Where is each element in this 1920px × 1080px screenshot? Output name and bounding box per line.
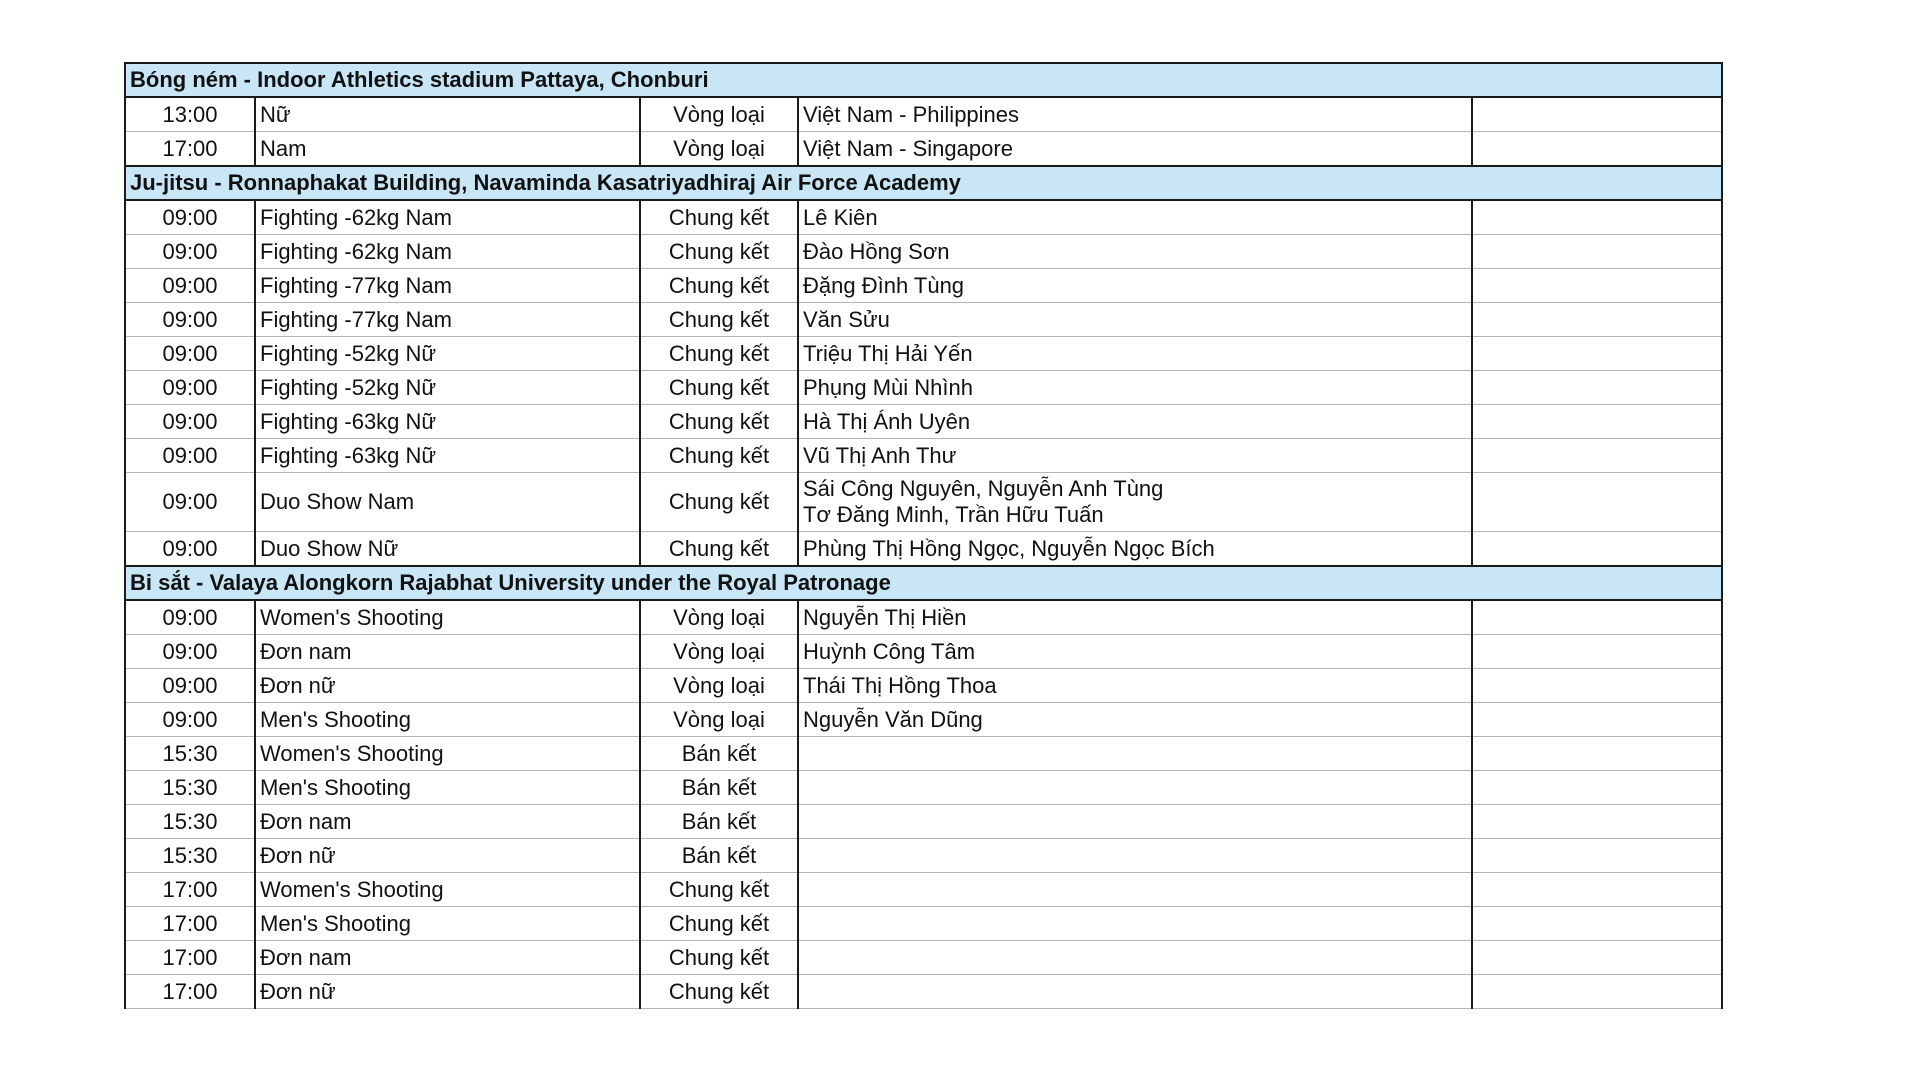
round-cell: Chung kết bbox=[640, 941, 798, 975]
athletes-cell bbox=[798, 97, 1472, 132]
empty-cell bbox=[1472, 873, 1722, 907]
round-cell: Vòng loại bbox=[640, 703, 798, 737]
empty-cell bbox=[1472, 975, 1722, 1009]
athletes-cell bbox=[798, 473, 1472, 532]
time-cell: 09:00 bbox=[125, 303, 255, 337]
schedule-row bbox=[125, 269, 1722, 303]
time-cell: 15:30 bbox=[125, 839, 255, 873]
athletes-cell bbox=[798, 132, 1472, 167]
round-cell: Chung kết bbox=[640, 439, 798, 473]
event-cell: Men's Shooting bbox=[255, 907, 640, 941]
athletes-cell bbox=[798, 405, 1472, 439]
round-cell: Chung kết bbox=[640, 235, 798, 269]
schedule-row bbox=[125, 941, 1722, 975]
schedule-row bbox=[125, 97, 1722, 132]
round-cell: Vòng loại bbox=[640, 669, 798, 703]
schedule-row bbox=[125, 703, 1722, 737]
schedule-row bbox=[125, 873, 1722, 907]
round-cell: Chung kết bbox=[640, 269, 798, 303]
schedule-row bbox=[125, 635, 1722, 669]
round-cell: Chung kết bbox=[640, 473, 798, 532]
round-cell: Vòng loại bbox=[640, 132, 798, 167]
empty-cell bbox=[1472, 669, 1722, 703]
schedule-body bbox=[125, 63, 1722, 1009]
athletes-cell bbox=[798, 532, 1472, 567]
round-cell: Chung kết bbox=[640, 200, 798, 235]
round-cell: Vòng loại bbox=[640, 635, 798, 669]
empty-cell bbox=[1472, 200, 1722, 235]
schedule-row bbox=[125, 371, 1722, 405]
athletes-cell bbox=[798, 669, 1472, 703]
schedule-row bbox=[125, 805, 1722, 839]
round-cell: Chung kết bbox=[640, 371, 798, 405]
empty-cell bbox=[1472, 737, 1722, 771]
time-cell: 09:00 bbox=[125, 532, 255, 567]
schedule-row bbox=[125, 405, 1722, 439]
round-cell: Chung kết bbox=[640, 303, 798, 337]
athletes-cell bbox=[798, 873, 1472, 907]
schedule-row bbox=[125, 600, 1722, 635]
time-cell: 17:00 bbox=[125, 941, 255, 975]
schedule-row bbox=[125, 771, 1722, 805]
schedule-row bbox=[125, 200, 1722, 235]
section-header-row bbox=[125, 166, 1722, 200]
event-cell: Women's Shooting bbox=[255, 873, 640, 907]
empty-cell bbox=[1472, 941, 1722, 975]
event-cell: Fighting -63kg Nữ bbox=[255, 439, 640, 473]
athletes-cell bbox=[798, 635, 1472, 669]
athletes-cell bbox=[798, 703, 1472, 737]
section-title: Bi sắt - Valaya Alongkorn Rajabhat University under the Royal Patronage bbox=[125, 566, 1722, 600]
event-cell: Đơn nam bbox=[255, 805, 640, 839]
time-cell: 09:00 bbox=[125, 635, 255, 669]
round-cell: Bán kết bbox=[640, 805, 798, 839]
athlete-name: Việt Nam - Philippines bbox=[803, 101, 1020, 127]
schedule-row bbox=[125, 473, 1722, 532]
event-cell: Men's Shooting bbox=[255, 771, 640, 805]
athletes-cell bbox=[798, 371, 1472, 405]
event-cell: Duo Show Nam bbox=[255, 473, 640, 532]
event-cell: Men's Shooting bbox=[255, 703, 640, 737]
event-cell: Fighting -52kg Nữ bbox=[255, 337, 640, 371]
round-cell: Chung kết bbox=[640, 337, 798, 371]
athletes-cell bbox=[798, 200, 1472, 235]
athletes-cell bbox=[798, 975, 1472, 1009]
athletes-cell bbox=[798, 303, 1472, 337]
athletes-cell bbox=[798, 839, 1472, 873]
schedule-row bbox=[125, 907, 1722, 941]
athlete-name: Vũ Thị Anh Thư bbox=[803, 442, 957, 468]
empty-cell bbox=[1472, 303, 1722, 337]
athletes-cell bbox=[798, 805, 1472, 839]
section-title: Ju-jitsu - Ronnaphakat Building, Navaminda Kasatriyadhiraj Air Force Academy bbox=[125, 166, 1722, 200]
athlete-name: Hà Thị Ánh Uyên bbox=[803, 408, 971, 434]
event-cell: Đơn nữ bbox=[255, 839, 640, 873]
empty-cell bbox=[1472, 805, 1722, 839]
athlete-name: Sái Công Nguyên, Nguyễn Anh Tùng bbox=[803, 476, 1164, 501]
athlete-name: Phụng Mùi Nhình bbox=[803, 374, 973, 400]
time-cell: 09:00 bbox=[125, 269, 255, 303]
empty-cell bbox=[1472, 532, 1722, 567]
time-cell: 09:00 bbox=[125, 371, 255, 405]
round-cell: Bán kết bbox=[640, 737, 798, 771]
round-cell: Vòng loại bbox=[640, 600, 798, 635]
schedule-row bbox=[125, 303, 1722, 337]
round-cell: Chung kết bbox=[640, 532, 798, 567]
section-title: Bóng ném - Indoor Athletics stadium Pattaya, Chonburi bbox=[125, 63, 1722, 97]
athlete-name: Phùng Thị Hồng Ngọc, Nguyễn Ngọc Bích bbox=[803, 535, 1215, 561]
event-cell: Fighting -62kg Nam bbox=[255, 200, 640, 235]
athlete-name: Đặng Đình Tùng bbox=[803, 272, 965, 298]
event-cell: Fighting -52kg Nữ bbox=[255, 371, 640, 405]
event-cell: Đơn nữ bbox=[255, 975, 640, 1009]
athlete-name: Tơ Đăng Minh, Trần Hữu Tuấn bbox=[803, 502, 1104, 527]
empty-cell bbox=[1472, 235, 1722, 269]
time-cell: 15:30 bbox=[125, 805, 255, 839]
athletes-cell bbox=[798, 439, 1472, 473]
empty-cell bbox=[1472, 439, 1722, 473]
round-cell: Chung kết bbox=[640, 907, 798, 941]
event-cell: Đơn nam bbox=[255, 635, 640, 669]
time-cell: 13:00 bbox=[125, 97, 255, 132]
athletes-cell bbox=[798, 907, 1472, 941]
schedule-row bbox=[125, 439, 1722, 473]
time-cell: 17:00 bbox=[125, 975, 255, 1009]
event-cell: Fighting -63kg Nữ bbox=[255, 405, 640, 439]
section-header-row bbox=[125, 566, 1722, 600]
athletes-cell bbox=[798, 600, 1472, 635]
time-cell: 15:30 bbox=[125, 737, 255, 771]
athlete-name: Huỳnh Công Tâm bbox=[803, 638, 976, 664]
event-cell: Women's Shooting bbox=[255, 737, 640, 771]
athlete-name: Thái Thị Hồng Thoa bbox=[803, 672, 997, 698]
athlete-name: Triệu Thị Hải Yến bbox=[803, 340, 973, 366]
schedule-row bbox=[125, 337, 1722, 371]
empty-cell bbox=[1472, 337, 1722, 371]
event-cell: Duo Show Nữ bbox=[255, 532, 640, 567]
athletes-cell bbox=[798, 771, 1472, 805]
empty-cell bbox=[1472, 473, 1722, 532]
round-cell: Vòng loại bbox=[640, 97, 798, 132]
athlete-name: Đào Hồng Sơn bbox=[803, 238, 950, 264]
time-cell: 09:00 bbox=[125, 200, 255, 235]
athlete-name: Văn Sửu bbox=[803, 306, 890, 332]
empty-cell bbox=[1472, 405, 1722, 439]
empty-cell bbox=[1472, 269, 1722, 303]
time-cell: 09:00 bbox=[125, 405, 255, 439]
schedule-row bbox=[125, 975, 1722, 1009]
event-cell: Fighting -62kg Nam bbox=[255, 235, 640, 269]
athletes-cell bbox=[798, 337, 1472, 371]
time-cell: 09:00 bbox=[125, 235, 255, 269]
athletes-cell bbox=[798, 269, 1472, 303]
round-cell: Chung kết bbox=[640, 975, 798, 1009]
empty-cell bbox=[1472, 635, 1722, 669]
schedule-row bbox=[125, 839, 1722, 873]
event-cell: Nam bbox=[255, 132, 640, 167]
time-cell: 17:00 bbox=[125, 907, 255, 941]
time-cell: 15:30 bbox=[125, 771, 255, 805]
athletes-cell bbox=[798, 941, 1472, 975]
schedule-row bbox=[125, 737, 1722, 771]
athletes-cell bbox=[798, 737, 1472, 771]
athlete-name: Việt Nam - Singapore bbox=[803, 135, 1013, 161]
time-cell: 09:00 bbox=[125, 337, 255, 371]
time-cell: 17:00 bbox=[125, 873, 255, 907]
round-cell: Bán kết bbox=[640, 771, 798, 805]
athlete-name: Lê Kiên bbox=[803, 204, 878, 230]
time-cell: 09:00 bbox=[125, 439, 255, 473]
athlete-name: Nguyễn Thị Hiền bbox=[803, 604, 967, 630]
schedule-row bbox=[125, 669, 1722, 703]
round-cell: Chung kết bbox=[640, 405, 798, 439]
empty-cell bbox=[1472, 371, 1722, 405]
empty-cell bbox=[1472, 97, 1722, 132]
schedule-row bbox=[125, 235, 1722, 269]
section-header-row bbox=[125, 63, 1722, 97]
event-cell: Fighting -77kg Nam bbox=[255, 303, 640, 337]
athletes-cell bbox=[798, 235, 1472, 269]
empty-cell bbox=[1472, 839, 1722, 873]
athlete-name: Nguyễn Văn Dũng bbox=[803, 706, 983, 732]
time-cell: 09:00 bbox=[125, 600, 255, 635]
schedule-table bbox=[124, 62, 1723, 1009]
event-cell: Nữ bbox=[255, 97, 640, 132]
time-cell: 17:00 bbox=[125, 132, 255, 167]
time-cell: 09:00 bbox=[125, 473, 255, 532]
schedule-row bbox=[125, 132, 1722, 167]
event-cell: Đơn nữ bbox=[255, 669, 640, 703]
event-cell: Đơn nam bbox=[255, 941, 640, 975]
empty-cell bbox=[1472, 771, 1722, 805]
empty-cell bbox=[1472, 703, 1722, 737]
empty-cell bbox=[1472, 907, 1722, 941]
round-cell: Chung kết bbox=[640, 873, 798, 907]
empty-cell bbox=[1472, 600, 1722, 635]
round-cell: Bán kết bbox=[640, 839, 798, 873]
time-cell: 09:00 bbox=[125, 669, 255, 703]
event-cell: Fighting -77kg Nam bbox=[255, 269, 640, 303]
schedule-row bbox=[125, 532, 1722, 567]
event-cell: Women's Shooting bbox=[255, 600, 640, 635]
time-cell: 09:00 bbox=[125, 703, 255, 737]
empty-cell bbox=[1472, 132, 1722, 167]
